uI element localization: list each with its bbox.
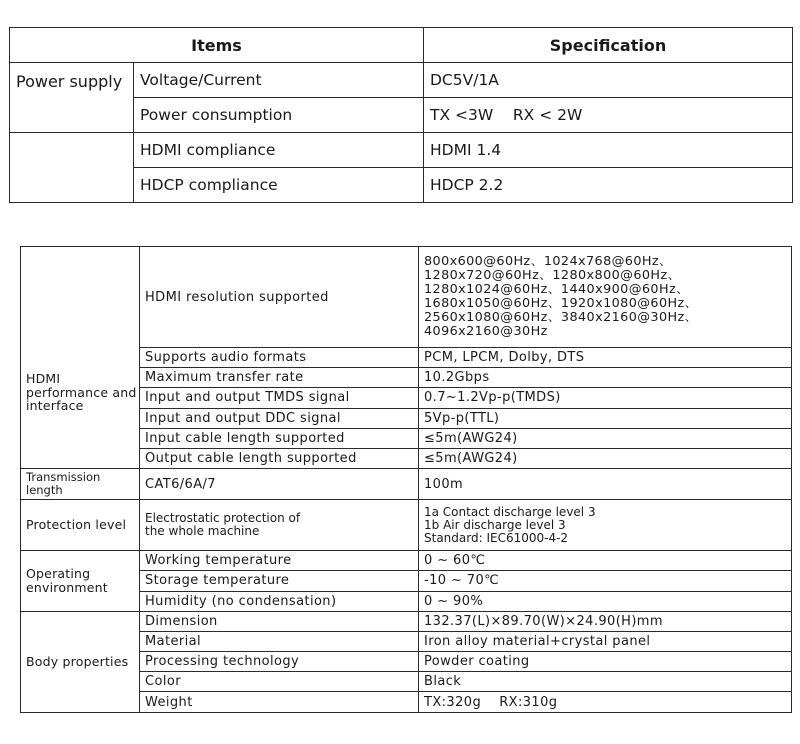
row-value: PCM, LPCM, Dolby, DTS <box>419 348 792 368</box>
row-label: Input cable length supported <box>140 428 419 448</box>
table-row <box>21 247 792 348</box>
row-value: 132.37(L)×89.70(W)×24.90(H)mm <box>419 611 792 631</box>
table-row <box>10 133 793 168</box>
item-label: Power consumption <box>134 98 424 133</box>
row-label: Material <box>140 631 419 651</box>
table-row <box>21 469 792 500</box>
item-label: HDMI compliance <box>134 133 424 168</box>
row-label: Humidity (no condensation) <box>140 591 419 611</box>
operating-category-label: Operating environment <box>21 551 140 612</box>
body-category-label: Body properties <box>21 611 140 712</box>
row-label: Storage temperature <box>140 571 419 591</box>
row-label: Output cable length supported <box>140 448 419 468</box>
row-label: Processing technology <box>140 652 419 672</box>
row-value: Iron alloy material+crystal panel <box>419 631 792 651</box>
table-row <box>21 611 792 631</box>
row-value: ≤5m(AWG24) <box>419 428 792 448</box>
row-value: Black <box>419 672 792 692</box>
resolution-value: 800x600@60Hz、1024x768@60Hz、1280x720@60Hz、1280x800@60Hz、1280x1024@60Hz、1440x900@60Hz、1680x1050@60Hz、1920x1080@60Hz、2560x1080@60Hz、3840x2160@30Hz、4096x2160@30Hz <box>419 247 792 348</box>
spec-value: TX <3W RX < 2W <box>424 98 793 133</box>
row-value: TX:320g RX:310g <box>419 692 792 712</box>
row-value: Powder coating <box>419 652 792 672</box>
item-label: HDCP compliance <box>134 168 424 203</box>
row-value: 0 ~ 90% <box>419 591 792 611</box>
spec-value: DC5V/1A <box>424 63 793 98</box>
row-value: ≤5m(AWG24) <box>419 448 792 468</box>
row-value: 0 ~ 60℃ <box>419 551 792 571</box>
table-row <box>21 500 792 551</box>
row-label: Working temperature <box>140 551 419 571</box>
row-label: Input and output TMDS signal <box>140 388 419 408</box>
row-value: 10.2Gbps <box>419 368 792 388</box>
row-label: CAT6/6A/7 <box>140 469 419 500</box>
detailed-spec-table <box>20 246 792 713</box>
specification-header: Specification <box>424 28 793 63</box>
transmission-category-label: Transmission length <box>21 469 140 500</box>
row-label: Color <box>140 672 419 692</box>
row-label: Dimension <box>140 611 419 631</box>
row-label: Maximum transfer rate <box>140 368 419 388</box>
row-value: 100m <box>419 469 792 500</box>
spec-value: HDMI 1.4 <box>424 133 793 168</box>
empty-group-cell <box>10 133 134 203</box>
table-row <box>21 551 792 571</box>
row-label: Input and output DDC signal <box>140 408 419 428</box>
row-value: 1a Contact discharge level 3 1b Air discharge level 3 Standard: IEC61000-4-2 <box>419 500 792 551</box>
table-header-row <box>10 28 793 63</box>
row-label: Supports audio formats <box>140 348 419 368</box>
row-value: -10 ~ 70℃ <box>419 571 792 591</box>
row-label: Weight <box>140 692 419 712</box>
resolution-label: HDMI resolution supported <box>140 247 419 348</box>
item-label: Voltage/Current <box>134 63 424 98</box>
table-row <box>10 63 793 98</box>
spec-value: HDCP 2.2 <box>424 168 793 203</box>
row-value: 5Vp-p(TTL) <box>419 408 792 428</box>
items-header: Items <box>10 28 424 63</box>
row-label: Electrostatic protection of the whole machine <box>140 500 419 551</box>
basic-spec-table <box>9 27 793 203</box>
hdmi-category-label: HDMI performance and interface <box>21 247 140 469</box>
row-value: 0.7~1.2Vp-p(TMDS) <box>419 388 792 408</box>
power-supply-label: Power supply <box>10 63 134 133</box>
protection-category-label: Protection level <box>21 500 140 551</box>
